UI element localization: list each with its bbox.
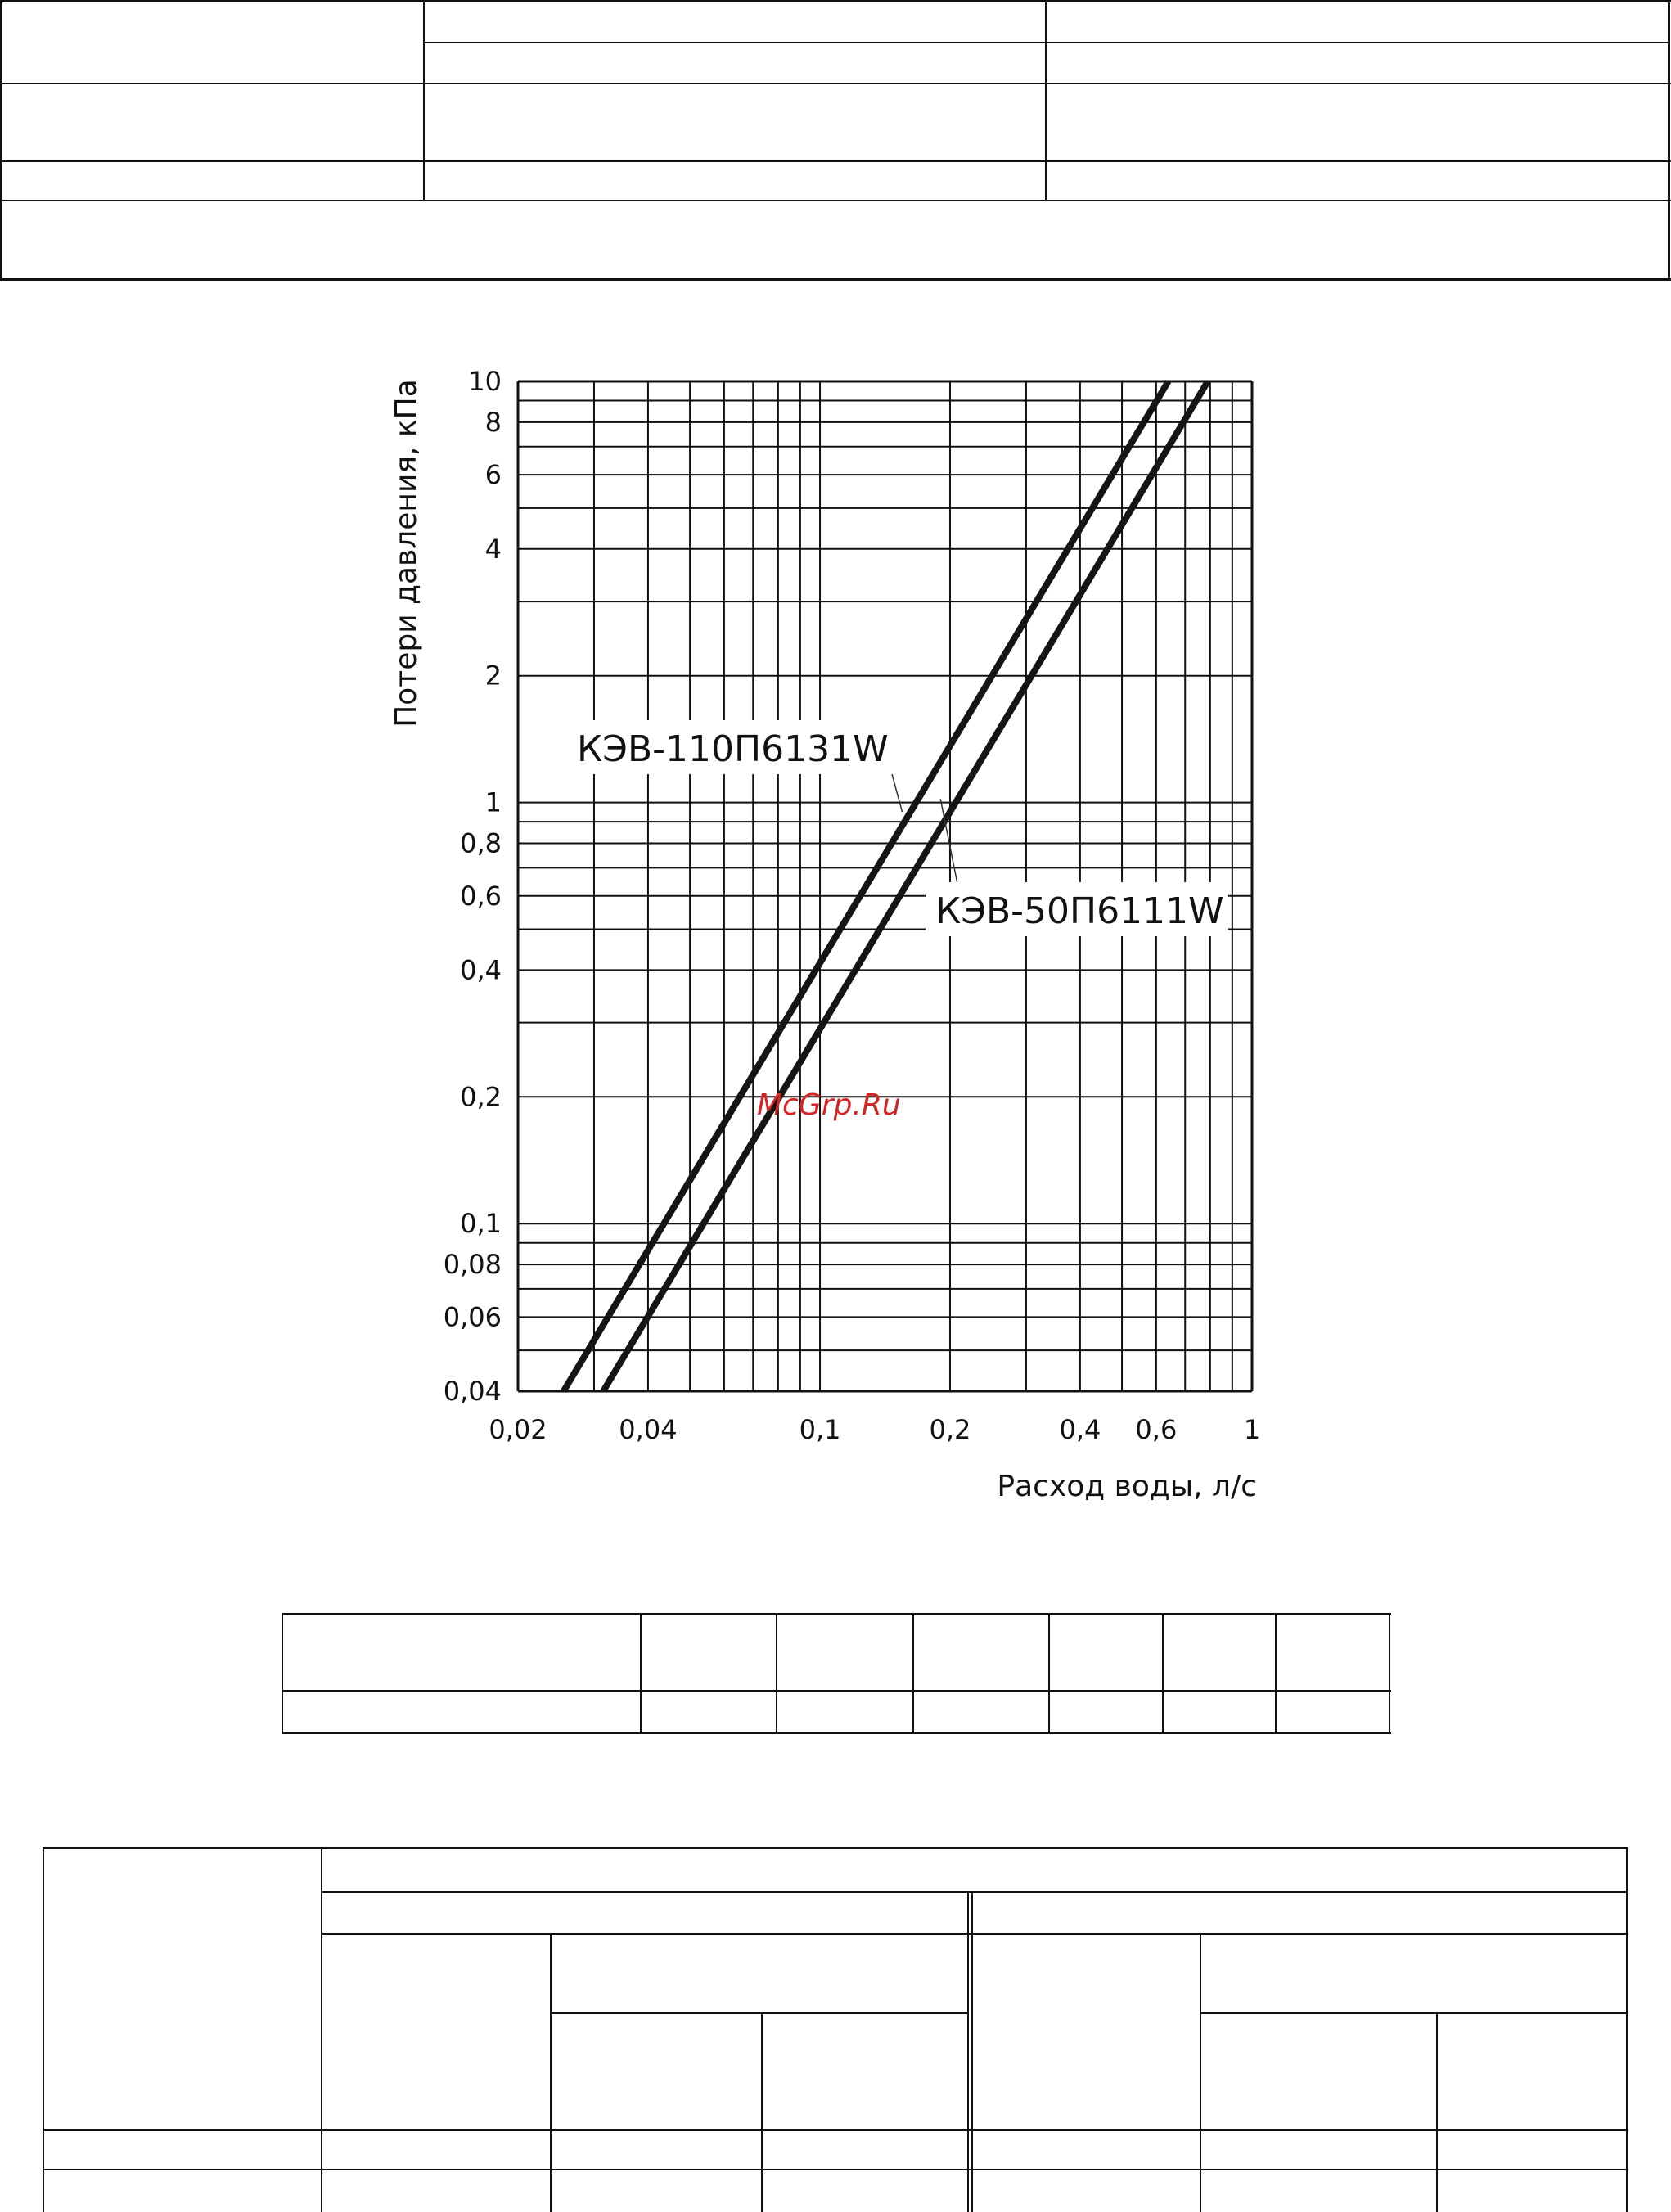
table-border	[1200, 2012, 1628, 2014]
table-border	[776, 1613, 777, 1734]
series-leader-line	[892, 774, 903, 812]
table-border	[971, 1891, 973, 2212]
table-border	[912, 1613, 914, 1734]
y-tick-label: 6	[484, 459, 502, 491]
y-tick-label: 0,4	[460, 954, 502, 986]
x-axis-title: Расход воды, л/с	[997, 1470, 1257, 1503]
y-tick-label: 1	[484, 786, 502, 818]
series-label: КЭВ-50П6111W	[935, 890, 1224, 932]
y-tick-label: 4	[484, 533, 502, 565]
watermark: McGrp.Ru	[757, 1088, 901, 1122]
table-border	[1200, 1933, 1201, 2212]
table-border	[1275, 1613, 1277, 1734]
table-border	[1626, 1847, 1628, 2212]
table-border	[552, 2012, 967, 2014]
y-tick-label: 0,08	[443, 1249, 502, 1281]
y-tick-label: 8	[484, 406, 502, 438]
table-border	[967, 1891, 969, 2212]
table-border	[1436, 2012, 1438, 2212]
table-border	[1389, 1613, 1390, 1734]
y-axis-title: Потери давления, кПа	[390, 379, 423, 728]
y-tick-label: 0,2	[460, 1081, 502, 1113]
table-border	[282, 1690, 1391, 1692]
x-tick-label: 0,2	[929, 1414, 971, 1445]
y-tick-label: 10	[468, 366, 502, 397]
table-border	[761, 2012, 763, 2212]
y-tick-label: 0,04	[443, 1376, 502, 1407]
table-border	[43, 2169, 1628, 2170]
table-border	[550, 1933, 552, 2212]
y-tick-label: 2	[484, 660, 502, 692]
chart-labels	[390, 366, 1260, 1503]
x-tick-label: 0,6	[1135, 1414, 1178, 1445]
table-border	[282, 1732, 1391, 1734]
table-border	[43, 2129, 1628, 2131]
table-border	[43, 1847, 1628, 1849]
table-border	[1048, 1613, 1050, 1734]
table-border	[321, 1847, 322, 2212]
y-tick-label: 0,8	[460, 827, 502, 859]
y-tick-label: 0,06	[443, 1301, 502, 1333]
table-border	[282, 1613, 283, 1734]
table-border	[321, 1933, 1628, 1935]
x-tick-label: 0,04	[619, 1414, 678, 1445]
x-tick-label: 1	[1243, 1414, 1261, 1445]
x-tick-label: 0,02	[489, 1414, 547, 1445]
y-tick-label: 0,1	[460, 1208, 502, 1240]
table-border	[43, 1847, 44, 2212]
table-border	[1162, 1613, 1164, 1734]
x-tick-label: 0,1	[799, 1414, 841, 1445]
table-border	[321, 1891, 1628, 1893]
table-border	[282, 1613, 1391, 1615]
x-tick-label: 0,4	[1059, 1414, 1101, 1445]
y-tick-label: 0,6	[460, 880, 502, 912]
series-label: КЭВ-110П6131W	[577, 728, 889, 770]
table-border	[640, 1613, 642, 1734]
